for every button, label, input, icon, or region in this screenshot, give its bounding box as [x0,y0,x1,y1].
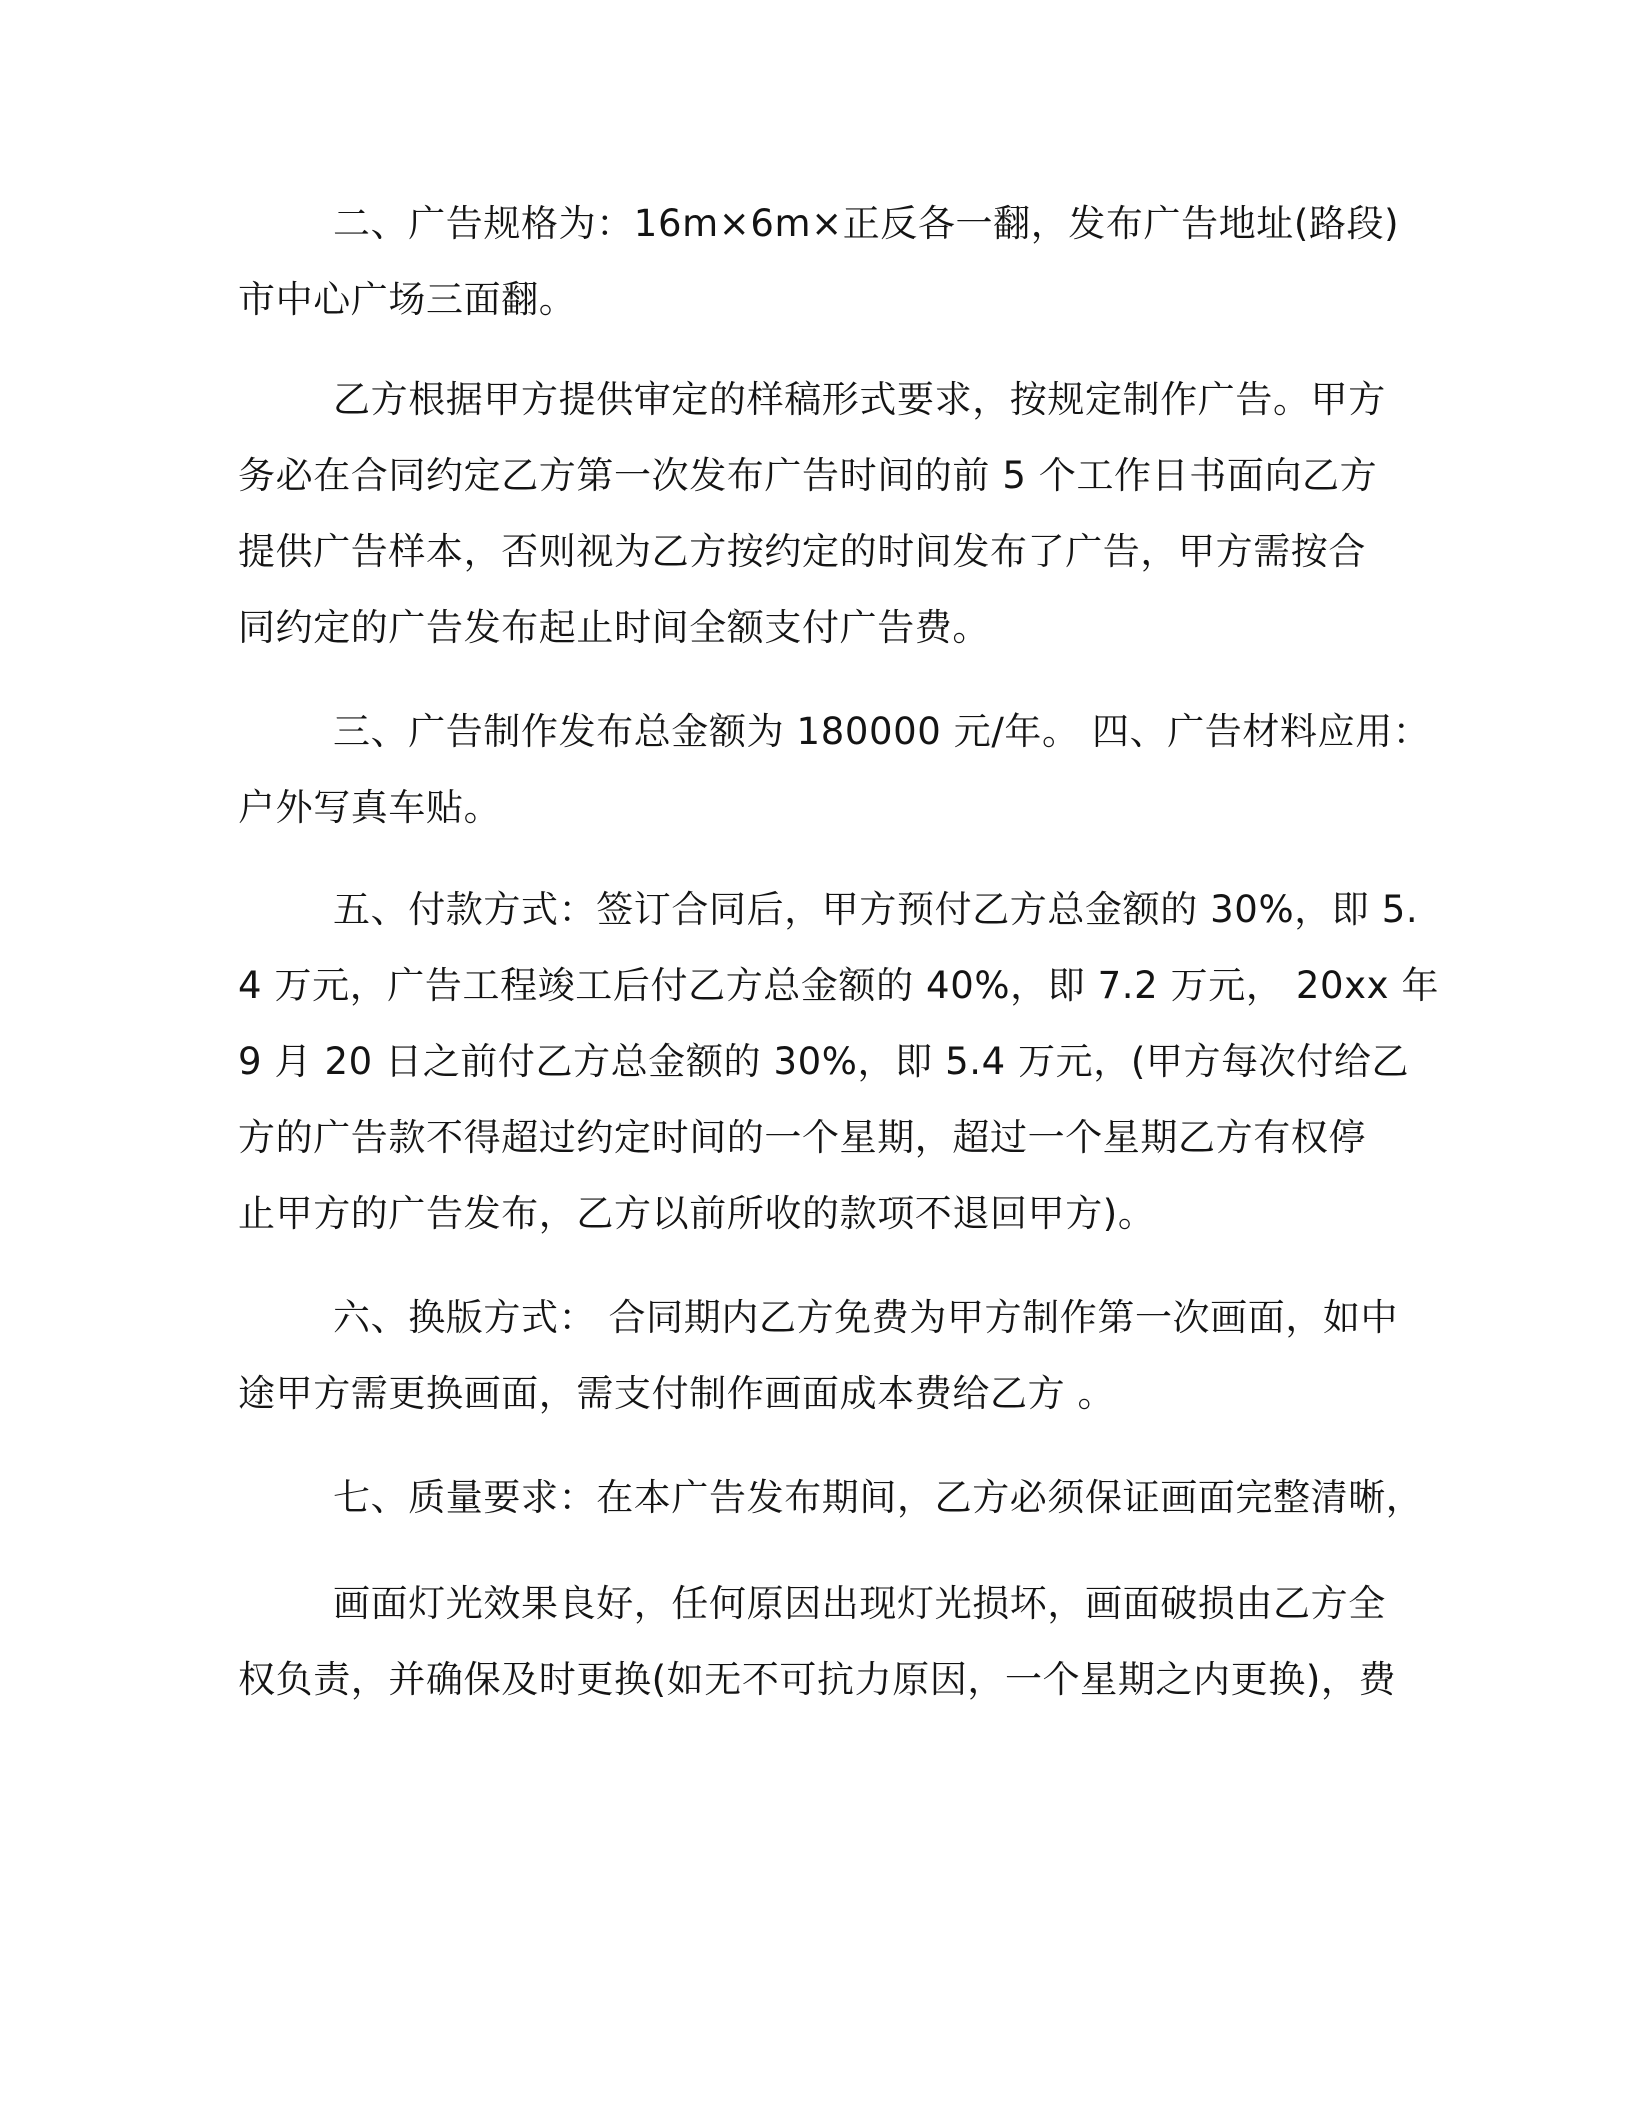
paragraph-line: 户外写真车贴。 [238,786,502,829]
paragraph-line: 六、换版方式： 合同期内乙方免费为甲方制作第一次画面，如中 [333,1296,1399,1339]
paragraph-line: 画面灯光效果良好，任何原因出现灯光损坏，画面破损由乙方全 [333,1582,1386,1625]
paragraph-line: 乙方根据甲方提供审定的样稿形式要求，按规定制作广告。甲方 [333,378,1386,421]
paragraph-line: 二、广告规格为：16m×6m×正反各一翻，发布广告地址(路段) [333,202,1400,245]
paragraph-line: 务必在合同约定乙方第一次发布广告时间的前 5 个工作日书面向乙方 [238,454,1378,497]
paragraph-line: 五、付款方式：签订合同后，甲方预付乙方总金额的 30%，即 5. [333,888,1419,931]
paragraph-line: 9 月 20 日之前付乙方总金额的 30%，即 5.4 万元，(甲方每次付给乙 [238,1040,1410,1083]
paragraph-line: 三、广告制作发布总金额为 180000 元/年。 四、广告材料应用： [333,710,1431,753]
paragraph-line: 4 万元，广告工程竣工后付乙方总金额的 40%，即 7.2 万元， 20xx 年 [238,964,1440,1007]
paragraph-line: 同约定的广告发布起止时间全额支付广告费。 [238,606,990,649]
paragraph-line: 方的广告款不得超过约定时间的一个星期，超过一个星期乙方有权停 [238,1116,1366,1159]
paragraph-line: 七、质量要求：在本广告发布期间，乙方必须保证画面完整清晰， [333,1476,1424,1519]
paragraph-line: 提供广告样本，否则视为乙方按约定的时间发布了广告，甲方需按合 [238,530,1366,573]
paragraph-line: 止甲方的广告发布，乙方以前所收的款项不退回甲方)。 [238,1192,1156,1235]
paragraph-line: 途甲方需更换画面，需支付制作画面成本费给乙方 。 [238,1372,1116,1415]
paragraph-line: 权负责，并确保及时更换(如无不可抗力原因，一个星期之内更换)，费 [238,1658,1397,1701]
paragraph-line: 市中心广场三面翻。 [238,278,577,321]
